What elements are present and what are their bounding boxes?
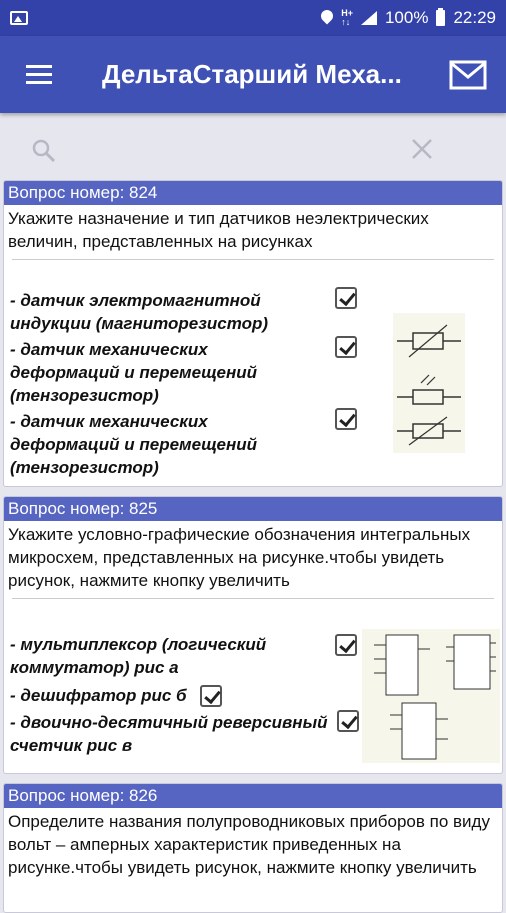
location-icon: [321, 10, 333, 26]
clock: 22:29: [453, 8, 496, 27]
battery-percent: 100%: [384, 8, 429, 27]
question-number: Вопрос номер: 826: [4, 784, 502, 808]
question-number: Вопрос номер: 824: [4, 181, 502, 205]
divider: [12, 259, 494, 260]
question-text: Укажите условно-графические обозначения интегральных микросхем, представленных на рисунке.чтобы увидеть рисунок, нажмите кнопку увеличить: [8, 525, 471, 590]
app-title: ДельтаСтарший Меха...: [102, 59, 402, 89]
question-text: Определите названия полупроводниковых приборов по виду вольт – амперных характеристик приведенных на рисунке.чтобы увидеть рисунок, нажмите кнопку увеличить: [8, 812, 490, 877]
signal-icon: [361, 11, 377, 25]
mail-icon[interactable]: [430, 36, 506, 113]
battery-icon: [436, 10, 445, 26]
chip-diagram-image[interactable]: [362, 629, 500, 763]
sensor-diagram-image[interactable]: [393, 313, 465, 453]
answer-text: - датчик механических деформаций и перемещений (тензорезистор): [10, 412, 258, 477]
answer-text: - дешифратор рис б: [10, 686, 187, 705]
answer-checkbox[interactable]: [335, 634, 357, 656]
search-icon[interactable]: [32, 139, 56, 163]
question-text: Укажите назначение и тип датчиков неэлектрических величин, представленных на рисунках: [8, 209, 429, 251]
answer-checkbox[interactable]: [335, 287, 357, 309]
question-card: [3, 496, 503, 774]
network-type-icon: H+ ↑↓: [341, 8, 353, 27]
question-card: [3, 180, 503, 487]
menu-icon[interactable]: [0, 36, 80, 113]
answer-text: - двоично-десятичный реверсивный счетчик рис в: [10, 713, 328, 755]
divider: [12, 598, 494, 599]
answer-checkbox[interactable]: [335, 408, 357, 430]
close-icon[interactable]: [410, 137, 434, 161]
answer-checkbox[interactable]: [335, 336, 357, 358]
answer-checkbox[interactable]: [337, 710, 359, 732]
app-bar: [0, 36, 506, 113]
answer-text: - датчик электромагнитной индукции (магниторезистор): [10, 291, 269, 333]
search-bar[interactable]: [0, 113, 506, 179]
gallery-notification-icon: [10, 11, 28, 25]
answer-checkbox[interactable]: [200, 685, 222, 707]
status-bar: [0, 0, 506, 36]
answer-text: - мультиплексор (логический коммутатор) рис а: [10, 635, 267, 677]
answer-text: - датчик механических деформаций и перемещений (тензорезистор): [10, 340, 258, 405]
question-card: [3, 783, 503, 913]
question-number: Вопрос номер: 825: [4, 497, 502, 521]
